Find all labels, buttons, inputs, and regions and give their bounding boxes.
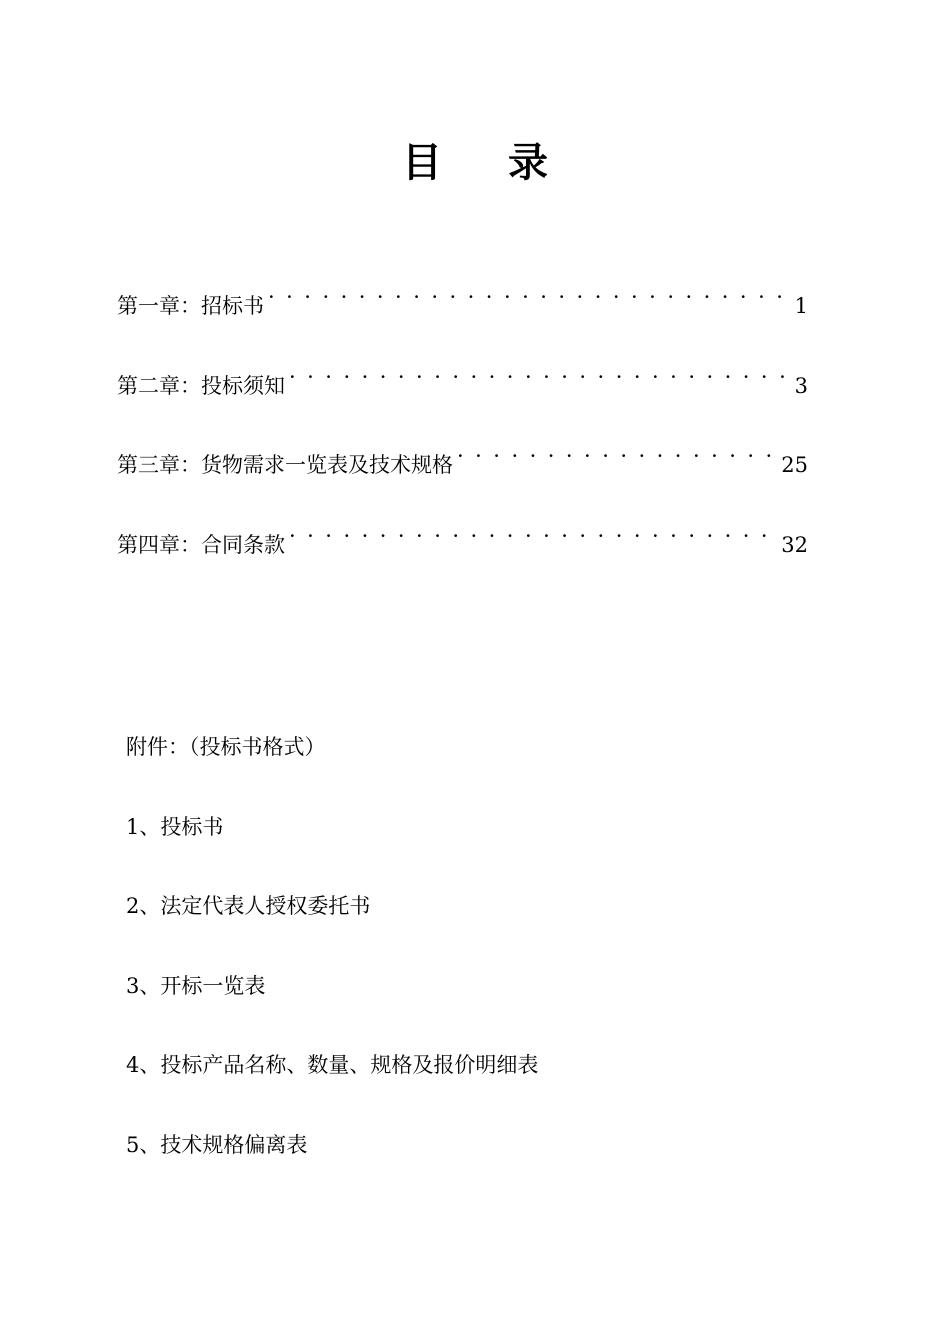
- toc-dot-leader: [268, 281, 789, 313]
- toc-heading: 招标书: [201, 294, 264, 318]
- attachment-item: 1、投标书: [126, 814, 224, 839]
- attachment-item: 2、法定代表人授权委托书: [126, 894, 371, 918]
- toc-heading: 货物需求一览表及技术规格: [201, 453, 453, 477]
- toc-page-number: 3: [794, 373, 808, 398]
- toc-heading: 合同条款: [201, 532, 285, 557]
- title-char-1: 目: [402, 139, 442, 186]
- toc-separator: ：: [180, 453, 201, 477]
- toc-page-number: 32: [781, 532, 808, 557]
- attachment-item: 4、投标产品名称、数量、规格及报价明细表: [126, 1053, 539, 1077]
- attachment-item: 5、技术规格偏离表: [126, 1132, 308, 1157]
- toc-page-number: 1: [794, 294, 808, 318]
- toc-chapter: 第二章: [117, 373, 180, 398]
- attachment-item: 3、开标一览表: [126, 973, 266, 998]
- toc-entry-1[interactable]: [117, 281, 808, 318]
- toc-separator: ：: [180, 532, 201, 557]
- attachments-heading: 附件：（投标书格式）: [126, 735, 326, 759]
- toc-separator: ：: [180, 373, 201, 398]
- toc-dot-leader: [289, 520, 775, 552]
- toc-chapter: 第三章: [117, 453, 180, 477]
- toc-dot-leader: [457, 440, 775, 472]
- toc-entry-4[interactable]: [117, 520, 808, 557]
- toc-heading: 投标须知: [201, 373, 285, 398]
- toc-entry-2[interactable]: [117, 361, 808, 398]
- toc-entry-3[interactable]: [117, 440, 808, 477]
- toc-separator: ：: [180, 294, 201, 318]
- title-char-2: 录: [508, 139, 548, 186]
- toc-chapter: 第一章: [117, 294, 180, 318]
- table-of-contents: [117, 281, 808, 599]
- page-title: [0, 138, 950, 188]
- toc-page-number: 25: [781, 453, 808, 477]
- toc-dot-leader: [289, 361, 789, 393]
- attachments-section: [126, 731, 826, 1208]
- toc-chapter: 第四章: [117, 532, 180, 557]
